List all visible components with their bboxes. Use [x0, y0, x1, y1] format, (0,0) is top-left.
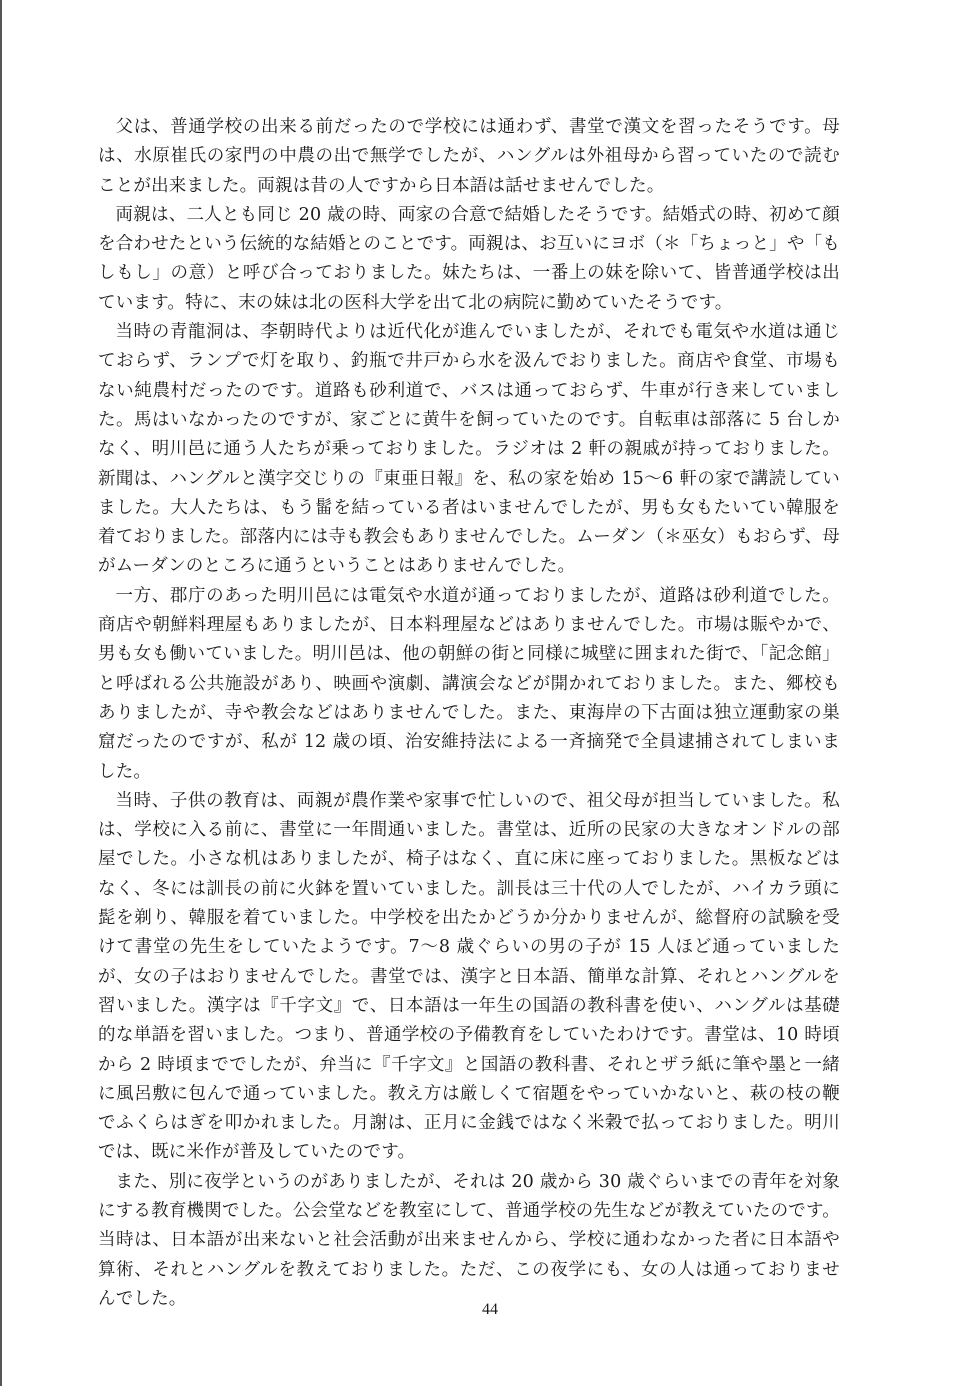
- paragraph: 当時の青龍洞は、李朝時代よりは近代化が進んでいましたが、それでも電気や水道は通じておらず、ランプで灯を取り、釣瓶で井戸から水を汲んでおりました。商店や食堂、市場もない純農村だったのです。道路も砂利道で、バスは通っておらず、牛車が行き来していました。馬はいなかったのですが、家ごとに黄牛を飼っていたのです。自転車は部落に 5 台しかなく、明川邑に通う人たちが乗っておりました。ラジオは 2 軒の親戚が持っておりました。新聞は、ハングルと漢字交じりの『東亜日報』を、私の家を始め 15〜6 軒の家で講読していました。大人たちは、もう髷を結っている者はいませんでしたが、男も女もたいてい韓服を着ておりました。部落内には寺も教会もありませんでした。ムーダン（＊巫女）もおらず、母がムーダンのところに通うということはありませんでした。: [98, 322, 840, 577]
- paragraph: 父は、普通学校の出来る前だったので学校には通わず、書堂で漢文を習ったそうです。母は、水原崔氏の家門の中農の出で無学でしたが、ハングルは外祖母から習っていたので読むことが出来ました。両親は昔の人ですから日本語は話せませんでした。: [98, 117, 840, 196]
- body-text: [98, 113, 840, 1314]
- page-number: 44: [482, 1301, 498, 1318]
- scan-edge: [0, 0, 2, 1386]
- paragraph: 当時、子供の教育は、両親が農作業や家事で忙しいので、祖父母が担当していました。私は、学校に入る前に、書堂に一年間通いました。書堂は、近所の民家の大きなオンドルの部屋でした。小さな机はありましたが、椅子はなく、直に床に座っておりました。黒板などはなく、冬には訓長の前に火鉢を置いていました。訓長は三十代の人でしたが、ハイカラ頭に髭を剃り、韓服を着ていました。中学校を出たかどうか分かりませんが、総督府の試験を受けて書堂の先生をしていたようです。7〜8 歳ぐらいの男の子が 15 人ほど通っていましたが、女の子はおりませんでした。書堂では、漢字と日本語、簡単な計算、それとハングルを習いました。漢字は『千字文』で、日本語は一年生の国語の教科書を使い、ハングルは基礎的な単語を習いました。つまり、普通学校の予備教育をしていたわけです。書堂は、10 時頃から 2 時頃まででしたが、弁当に『千字文』と国語の教科書、それとザラ紙に筆や墨と一緒に風呂敷に包んで通っていました。教え方は厳しくて宿題をやっていかないと、萩の枝の鞭でふくらはぎを叩かれました。月謝は、正月に金銭ではなく米穀で払っておりました。明川では、既に米作が普及していたのです。: [98, 790, 840, 1163]
- paragraph: 一方、郡庁のあった明川邑には電気や水道が通っておりましたが、道路は砂利道でした。商店や朝鮮料理屋もありましたが、日本料理屋などはありませんでした。市場は賑やかで、男も女も働いていました。明川邑は、他の朝鮮の街と同様に城壁に囲まれた街で、「記念館」と呼ばれる公共施設があり、映画や演劇、講演会などが開かれておりました。また、郷校もありましたが、寺や教会などはありませんでした。また、東海岸の下古面は独立運動家の巣窟だったのですが、私が 12 歳の頃、治安維持法による一斉摘発で全員逮捕されてしまいました。: [98, 585, 840, 782]
- paragraph: 両親は、二人とも同じ 20 歳の時、両家の合意で結婚したそうです。結婚式の時、初めて顔を合わせたという伝統的な結婚とのことです。両親は、お互いにヨボ（＊「ちょっと」や「もしもし」の意）と呼び合っておりました。妹たちは、一番上の妹を除いて、皆普通学校は出ています。特に、末の妹は北の医科大学を出て北の病院に勤めていたそうです。: [98, 204, 840, 313]
- paragraph: また、別に夜学というのがありましたが、それは 20 歳から 30 歳ぐらいまでの青年を対象にする教育機関でした。公会堂などを教室にして、普通学校の先生などが教えていたのです。当時は、日本語が出来ないと社会活動が出来ませんから、学校に通わなかった者に日本語や算術、それとハングルを教えておりました。ただ、この夜学にも、女の人は通っておりませんでした。: [98, 1171, 840, 1309]
